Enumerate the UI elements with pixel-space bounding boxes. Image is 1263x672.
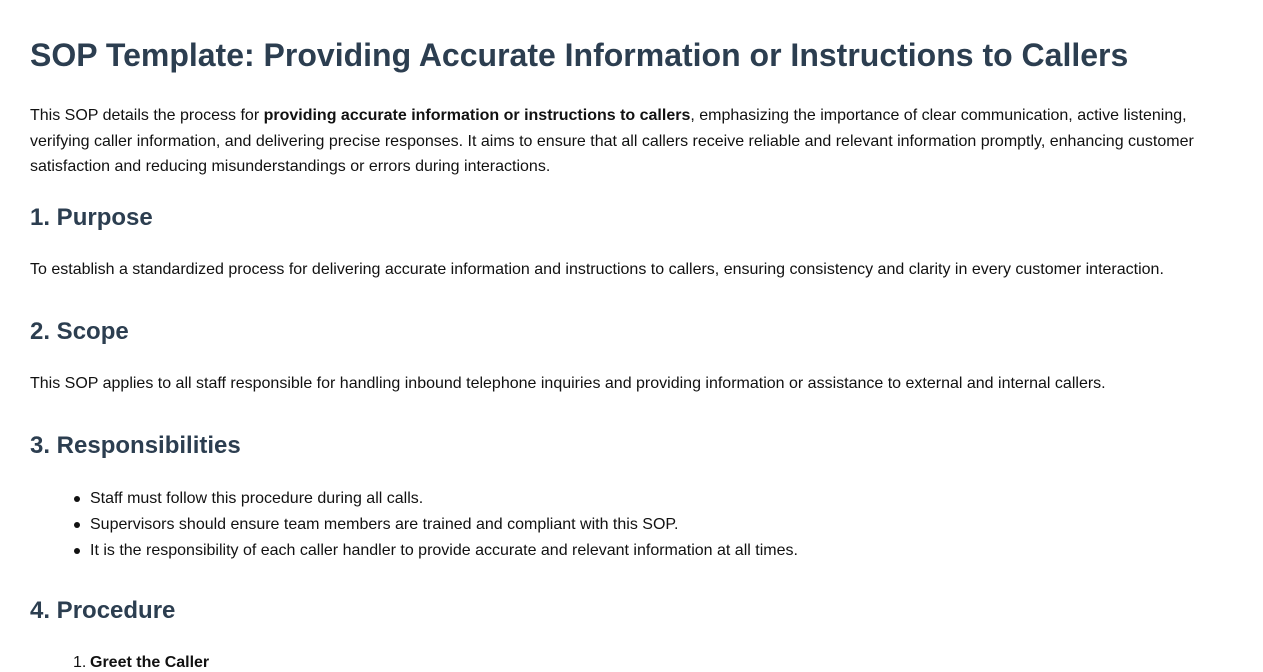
list-item: Staff must follow this procedure during all calls. bbox=[90, 486, 798, 512]
intro-paragraph bbox=[30, 103, 1205, 180]
procedure-steps-list bbox=[30, 652, 209, 672]
intro-rest-text: , emphasizing the importance of clear communication, active listening, verifying caller information, and delivering precise responses. It aims to ensure that all callers receive reliable and relevant information promptly, enhancing customer satisfaction and reducing misunderstandings or errors during interactions. bbox=[30, 107, 1194, 175]
intro-bold-text: providing accurate information or instructions to callers bbox=[263, 107, 691, 124]
intro-lead-text: This SOP details the process for bbox=[30, 107, 264, 124]
section-heading-scope: 2. Scope bbox=[30, 318, 129, 345]
section-heading-procedure: 4. Procedure bbox=[30, 597, 176, 624]
purpose-text: To establish a standardized process for delivering accurate information and instructions to callers, ensuring consistency and clarity in every customer interaction. bbox=[30, 261, 1164, 278]
section-heading-purpose: 1. Purpose bbox=[30, 204, 153, 231]
responsibilities-list bbox=[30, 486, 798, 564]
procedure-step-label: Greet the Caller bbox=[90, 654, 210, 671]
list-item: Supervisors should ensure team members are trained and compliant with this SOP. bbox=[90, 512, 798, 538]
list-item: It is the responsibility of each caller handler to provide accurate and relevant information at all times. bbox=[90, 538, 798, 564]
scope-text: This SOP applies to all staff responsible for handling inbound telephone inquiries and providing information or assistance to external and internal callers. bbox=[30, 375, 1106, 392]
section-heading-responsibilities: 3. Responsibilities bbox=[30, 432, 241, 459]
page-title: SOP Template: Providing Accurate Information or Instructions to Callers bbox=[30, 37, 1129, 73]
procedure-step-number: 1. bbox=[73, 654, 87, 671]
procedure-step bbox=[73, 652, 210, 672]
